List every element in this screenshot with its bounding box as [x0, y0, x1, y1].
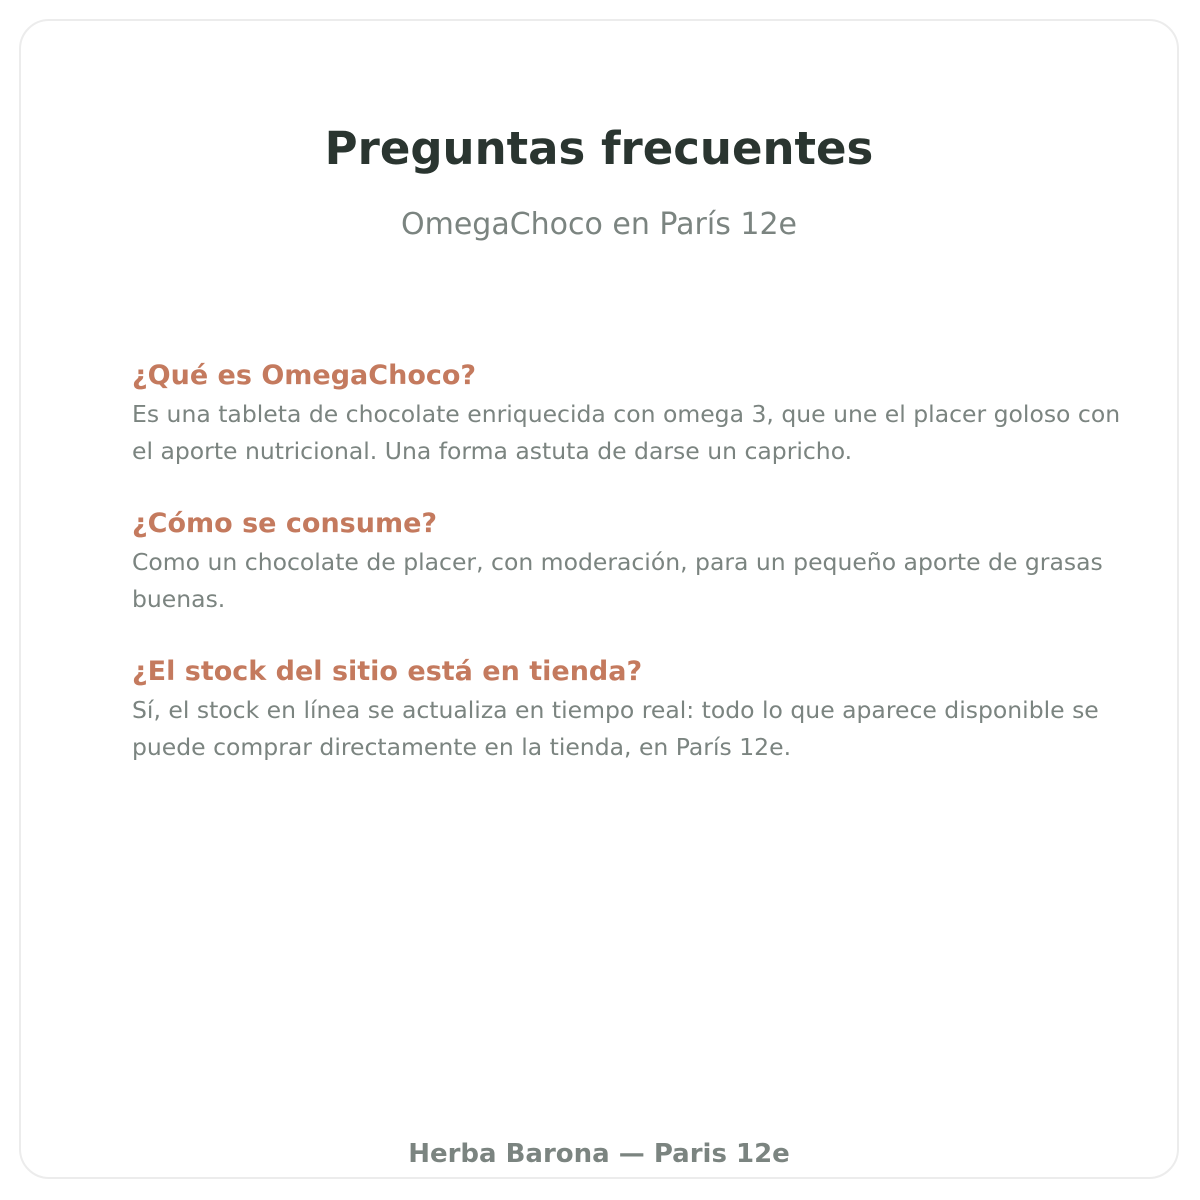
faq-question: ¿El stock del sitio está en tienda? — [132, 656, 643, 687]
page-title: Preguntas frecuentes — [324, 122, 874, 175]
faq-question: ¿Qué es OmegaChoco? — [132, 360, 477, 391]
faq-card — [19, 19, 1179, 1179]
page-subtitle: OmegaChoco en París 12e — [400, 207, 798, 242]
faq-answer: Como un chocolate de placer, con moderación, para un pequeño aporte de grasas buenas. — [132, 548, 1103, 613]
footer-store-label: Herba Barona — Paris 12e — [408, 1139, 790, 1169]
faq-item — [132, 505, 1132, 618]
faq-item — [132, 653, 1132, 766]
faq-item — [132, 357, 1132, 470]
faq-answer: Sí, el stock en línea se actualiza en tiempo real: todo lo que aparece disponible se puede comprar directamente en la tienda, en París 12e. — [132, 696, 1099, 761]
faq-answer: Es una tableta de chocolate enriquecida con omega 3, que une el placer goloso con el aporte nutricional. Una forma astuta de darse un capricho. — [132, 400, 1121, 465]
faq-list — [132, 357, 1132, 801]
faq-question: ¿Cómo se consume? — [132, 508, 438, 539]
